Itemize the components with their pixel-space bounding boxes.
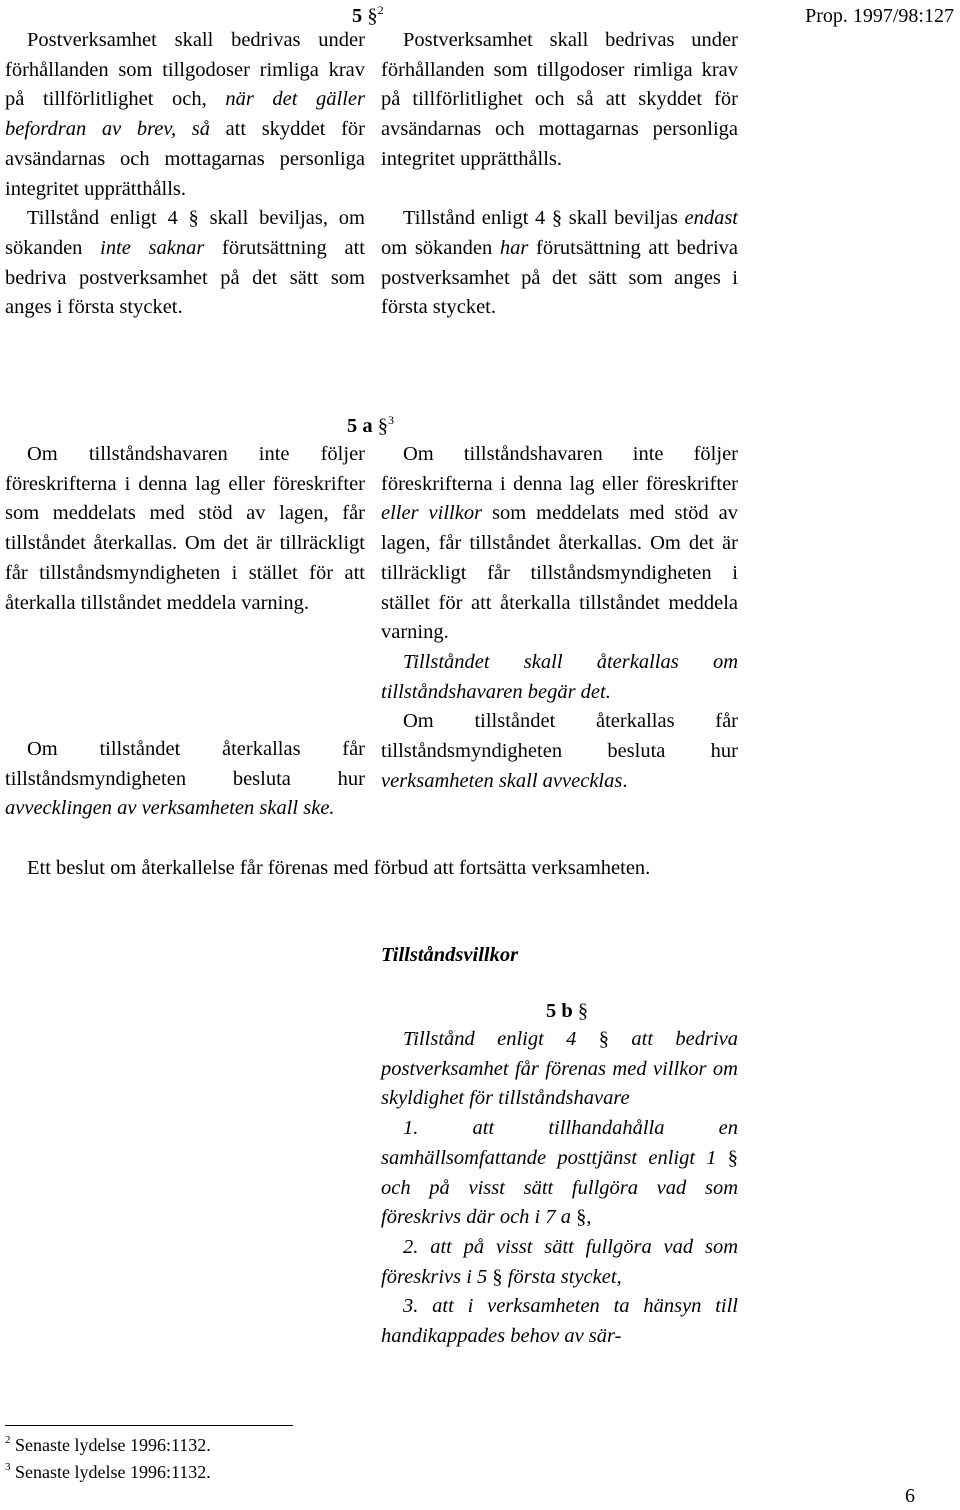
paragraph-sign: § (577, 1000, 589, 1022)
list-item: 3. att i verksamheten ta hänsyn till handikappades behov av sär- (381, 1295, 738, 1348)
paragraph: Postverksamhet skall bedrivas under förhållanden som tillgodoser rimliga krav på tillförlitlighet och, när det gäller befordran av brev, så att skyddet för avsändarnas och mottagarnas personliga integritet upprätthålls. (5, 29, 365, 200)
paragraph-sign: § (377, 415, 388, 437)
footnote-ref: 3 (388, 413, 394, 427)
section-number: 5 (352, 5, 363, 27)
paragraph: Ett beslut om återkallelse får förenas med förbud att fortsätta verksamheten. (27, 857, 651, 879)
list-item: 1. att tillhandahålla en samhällsomfattande posttjänst enligt 1 § och på visst sätt fullgöra vad som föreskrivs där och i 7 a §, (381, 1117, 738, 1229)
footnote-divider (5, 1425, 293, 1426)
paragraph: Om tillståndshavaren inte följer föreskrifterna i denna lag eller föreskrifter som meddelats med stöd av lagen, får tillståndet återkallas. Om det är tillräckligt får tillståndsmyndigheten i stället för att återkalla tillståndet meddela varning. (5, 443, 365, 614)
paragraph: Tillståndet skall återkallas om tillståndshavaren begär det. (381, 650, 738, 703)
section-5b-heading (546, 999, 588, 1023)
section-5a-proposed-text (381, 440, 738, 796)
shared-paragraph (5, 854, 743, 884)
section-number: 5 a (347, 415, 373, 437)
paragraph: Tillstånd enligt 4 § att bedriva postverksamhet får förenas med villkor om skyldighet för tillståndshavare (381, 1028, 739, 1110)
list-item: 2. att på visst sätt fullgöra vad som föreskrivs i 5 § första stycket, (381, 1235, 738, 1288)
paragraph: Tillstånd enligt 4 § skall beviljas endast om sökanden har förutsättning att bedriva postverksamhet på det sätt som anges i första stycket. (381, 207, 739, 319)
paragraph: Om tillståndet återkallas får tillståndsmyndigheten besluta hur verksamheten skall avvecklas. (381, 710, 738, 792)
footnote-ref: 2 (377, 3, 384, 17)
paragraph: Tillstånd enligt 4 § skall beviljas, om sökanden inte saknar förutsättning att bedriva postverksamhet på det sätt som anges i första stycket. (5, 207, 366, 319)
section-number: 5 b (546, 1000, 573, 1022)
paragraph: Postverksamhet skall bedrivas under förhållanden som tillgodoser rimliga krav på tillförlitlighet och så att skyddet för avsändarnas och mottagarnas personliga integritet upprätthålls. (381, 29, 738, 170)
paragraph-sign: § (367, 5, 378, 27)
section-5-proposed-text (381, 26, 738, 323)
page-number: 6 (905, 1485, 915, 1507)
section-5-current-text (5, 26, 365, 323)
section-5-heading (352, 4, 384, 28)
section-5a-heading (347, 414, 394, 438)
document-reference: Prop. 1997/98:127 (805, 5, 954, 27)
paragraph: Om tillståndshavaren inte följer föreskrifterna i denna lag eller föreskrifter eller villkor som meddelats med stöd av lagen, får tillståndet återkallas. Om det är tillräckligt får tillståndsmyndigheten i stället för att återkalla tillståndet meddela varning. (381, 443, 738, 644)
section-5a-current-text (5, 440, 365, 618)
subheading: Tillståndsvillkor (381, 944, 519, 966)
paragraph: Om tillståndet återkallas får tillståndsmyndigheten besluta hur avvecklingen av verksamheten skall ske. (5, 738, 365, 820)
footnote: $^3$ Senaste lydelse 1996:1132. (5, 1461, 211, 1482)
section-5b-proposed-text (381, 1025, 738, 1352)
section-5a-current-text-2 (5, 735, 365, 824)
footnote: $^2$ Senaste lydelse 1996:1132. (5, 1434, 211, 1455)
